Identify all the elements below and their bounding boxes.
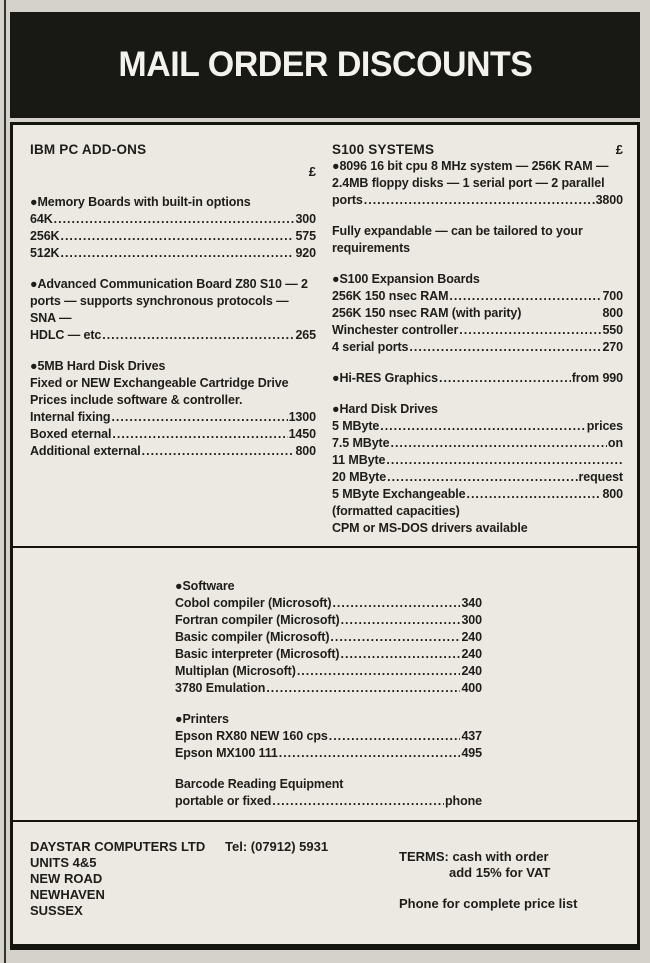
item-label: 3780 Emulation xyxy=(175,681,266,695)
right-column-title: S100 SYSTEMS xyxy=(332,142,435,157)
section-software-printers xyxy=(13,548,637,820)
dot-leader xyxy=(266,680,460,697)
text-line: 2.4MB floppy disks — 1 serial port — 2 parallel xyxy=(332,176,605,190)
price-row xyxy=(175,612,482,629)
ad-title: MAIL ORDER DISCOUNTS xyxy=(117,45,533,84)
price-row xyxy=(332,469,623,486)
text-line: ●Software xyxy=(175,579,235,593)
item-price: 550 xyxy=(602,323,623,337)
item-label: 20 MByte xyxy=(332,470,387,484)
dot-leader xyxy=(60,245,294,262)
item-price: prices xyxy=(586,419,623,433)
text-line: requirements xyxy=(332,241,410,255)
right-column-price-list xyxy=(332,158,623,537)
price-row xyxy=(175,680,482,697)
product-block xyxy=(175,711,482,762)
item-price: 400 xyxy=(461,681,482,695)
s100-systems-column xyxy=(332,141,623,546)
price-row xyxy=(30,228,316,245)
item-price: phone xyxy=(445,794,482,808)
price-row xyxy=(332,418,623,435)
item-price: on xyxy=(607,436,623,450)
item-label: HDLC — etc xyxy=(30,328,102,342)
dot-leader xyxy=(330,629,460,646)
item-price: 800 xyxy=(295,444,316,458)
item-label: Epson RX80 NEW 160 cps xyxy=(175,729,328,743)
price-row xyxy=(175,646,482,663)
product-block xyxy=(30,276,316,344)
terms-line-1: TERMS: cash with order xyxy=(399,849,549,864)
item-price: 340 xyxy=(461,596,482,610)
dot-leader xyxy=(341,612,461,629)
text-line: ●Advanced Communication Board Z80 S10 — 2 xyxy=(30,277,308,291)
dot-leader xyxy=(380,418,586,435)
company-name: DAYSTAR COMPUTERS LTD xyxy=(30,839,206,854)
item-price: from 990 xyxy=(571,371,623,385)
dot-leader xyxy=(297,663,461,680)
item-label: 5 MByte xyxy=(332,419,380,433)
item-label: 512K xyxy=(30,246,60,260)
text-line: Barcode Reading Equipment xyxy=(175,777,344,791)
item-price: 495 xyxy=(461,746,482,760)
price-row xyxy=(175,595,482,612)
price-row xyxy=(332,452,623,469)
product-block xyxy=(30,358,316,460)
item-label: ●Hi-RES Graphics xyxy=(332,371,438,385)
dot-leader xyxy=(409,339,601,356)
item-price: 270 xyxy=(602,340,623,354)
dot-leader xyxy=(466,486,601,503)
item-price: 240 xyxy=(461,647,482,661)
currency-symbol-right: £ xyxy=(615,142,623,157)
price-row xyxy=(332,192,623,209)
text-line: (formatted capacities) xyxy=(332,504,460,518)
item-price: 240 xyxy=(461,664,482,678)
item-price: 700 xyxy=(602,289,623,303)
product-block xyxy=(332,401,623,537)
price-row xyxy=(332,370,623,387)
item-price: 800 xyxy=(602,306,623,320)
item-label: Cobol compiler (Microsoft) xyxy=(175,596,332,610)
price-row xyxy=(175,793,482,810)
text-line: ports — supports synchronous protocols — SNA — xyxy=(30,294,289,325)
item-label: 256K xyxy=(30,229,60,243)
product-block xyxy=(175,776,482,810)
item-label: Epson MX100 111 xyxy=(175,746,278,760)
text-line: ●Printers xyxy=(175,712,229,726)
ibm-pc-addons-column xyxy=(30,141,316,546)
dot-leader xyxy=(60,228,294,245)
dot-leader xyxy=(279,745,461,762)
dot-leader xyxy=(390,435,606,452)
item-label: Winchester controller xyxy=(332,323,459,337)
page-column-rule xyxy=(4,0,6,963)
item-price: 920 xyxy=(295,246,316,260)
price-row xyxy=(30,443,316,460)
item-label: Internal fixing xyxy=(30,410,111,424)
address-line: NEW ROAD xyxy=(30,871,103,886)
item-label: 7.5 MByte xyxy=(332,436,390,450)
address-line: SUSSEX xyxy=(30,903,83,918)
dot-leader xyxy=(272,793,444,810)
item-label: Multiplan (Microsoft) xyxy=(175,664,296,678)
item-label: 64K xyxy=(30,212,53,226)
price-row xyxy=(30,245,316,262)
item-label: portable or fixed xyxy=(175,794,272,808)
price-row xyxy=(175,728,482,745)
dot-leader xyxy=(341,646,461,663)
dot-leader xyxy=(112,426,287,443)
product-block xyxy=(30,194,316,262)
text-line: Prices include software & controller. xyxy=(30,393,243,407)
dot-leader xyxy=(102,327,294,344)
price-row xyxy=(175,745,482,762)
item-price: 575 xyxy=(295,229,316,243)
item-label: 5 MByte Exchangeable xyxy=(332,487,466,501)
price-row xyxy=(332,288,623,305)
address-line: NEWHAVEN xyxy=(30,887,105,902)
price-row xyxy=(332,339,623,356)
text-line: ●Hard Disk Drives xyxy=(332,402,438,416)
dot-leader xyxy=(329,728,461,745)
terms-line-2: add 15% for VAT xyxy=(449,865,551,880)
address-line: UNITS 4&5 xyxy=(30,855,97,870)
product-block xyxy=(332,370,623,387)
price-row xyxy=(30,426,316,443)
price-row xyxy=(175,629,482,646)
price-row xyxy=(30,327,316,344)
currency-symbol-left: £ xyxy=(308,164,316,179)
text-line: Fixed or NEW Exchangeable Cartridge Drive xyxy=(30,376,289,390)
price-row xyxy=(175,663,482,680)
item-label: Boxed eternal xyxy=(30,427,112,441)
price-row xyxy=(332,435,623,452)
text-line: ●5MB Hard Disk Drives xyxy=(30,359,166,373)
item-price: 240 xyxy=(461,630,482,644)
item-price: 300 xyxy=(295,212,316,226)
dot-leader xyxy=(387,469,577,486)
dot-leader xyxy=(364,192,595,209)
item-price: 300 xyxy=(461,613,482,627)
section-contact-terms xyxy=(13,822,637,944)
text-line: CPM or MS-DOS drivers available xyxy=(332,521,528,535)
item-label: Additional external xyxy=(30,444,141,458)
right-column-title-row xyxy=(332,141,623,158)
dot-leader xyxy=(386,452,622,469)
item-label: Basic interpreter (Microsoft) xyxy=(175,647,340,661)
item-label: Fortran compiler (Microsoft) xyxy=(175,613,340,627)
software-printers-price-list xyxy=(175,578,482,810)
item-price: 437 xyxy=(461,729,482,743)
product-block xyxy=(175,578,482,697)
item-price: 1300 xyxy=(288,410,316,424)
dot-leader xyxy=(54,211,295,228)
phone-note: Phone for complete price list xyxy=(399,896,578,911)
product-block xyxy=(332,158,623,209)
item-label: Basic compiler (Microsoft) xyxy=(175,630,330,644)
terms-block xyxy=(399,849,611,912)
dot-leader xyxy=(459,322,601,339)
item-label: 256K 150 nsec RAM xyxy=(332,289,449,303)
item-price: 3800 xyxy=(595,193,623,207)
price-row xyxy=(30,211,316,228)
text-line: ●S100 Expansion Boards xyxy=(332,272,480,286)
item-price: 1450 xyxy=(288,427,316,441)
left-column-price-list xyxy=(30,194,316,460)
ad-body-box xyxy=(10,122,640,950)
item-price: request xyxy=(578,470,623,484)
dot-leader xyxy=(111,409,287,426)
left-column-title: IBM PC ADD-ONS xyxy=(30,142,147,157)
item-label: ports xyxy=(332,193,363,207)
text-line: Fully expandable — can be tailored to your xyxy=(332,224,583,238)
dot-leader xyxy=(142,443,295,460)
price-row xyxy=(332,305,623,322)
item-label: 4 serial ports xyxy=(332,340,409,354)
item-price: 265 xyxy=(295,328,316,342)
dot-leader xyxy=(332,595,460,612)
text-line: ●Memory Boards with built-in options xyxy=(30,195,251,209)
text-line: ●8096 16 bit cpu 8 MHz system — 256K RAM — xyxy=(332,159,609,173)
product-block xyxy=(332,271,623,356)
item-label: 256K 150 nsec RAM (with parity) xyxy=(332,306,522,320)
price-row xyxy=(30,409,316,426)
dot-leader xyxy=(449,288,601,305)
telephone-number: Tel: (07912) 5931 xyxy=(225,839,329,854)
item-label: 11 MByte xyxy=(332,453,386,467)
section-hardware-columns xyxy=(13,125,637,546)
item-price: 800 xyxy=(602,487,623,501)
price-row xyxy=(332,322,623,339)
ad-header-bar xyxy=(10,12,640,118)
dot-leader xyxy=(439,370,571,387)
price-row xyxy=(332,486,623,503)
product-block xyxy=(332,223,623,257)
